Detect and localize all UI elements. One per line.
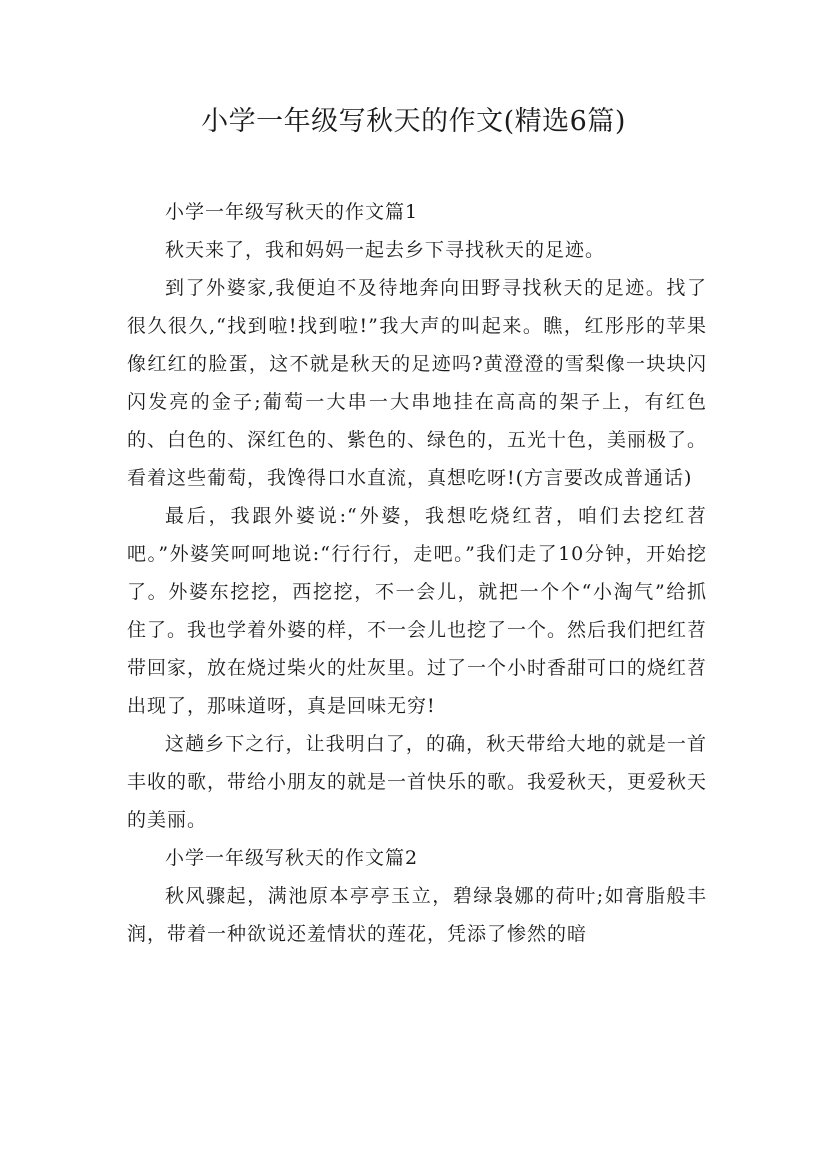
document-body bbox=[127, 193, 707, 953]
paragraph: 秋天来了，我和妈妈一起去乡下寻找秋天的足迹。 bbox=[165, 239, 606, 261]
paragraph: 到了外婆家,我便迫不及待地奔向田野寻找秋天的足迹。找了很久很久,“找到啦!找到啦!”我大声的叫起来。瞧，红彤彤的苹果像红红的脸蛋，这不就是秋天的足迹吗?黄澄澄的雪梨像一块块闪闪发亮的金子;葡萄一大串一大串地挂在高高的架子上，有红色的、白色的、深红色的、紫色的、绿色的，五光十色，美丽极了。看着这些葡萄，我馋得口水直流，真想吃呀!(方言要改成普通话) bbox=[127, 277, 708, 489]
section-heading: 小学一年级写秋天的作文篇2 bbox=[165, 847, 419, 869]
section-heading: 小学一年级写秋天的作文篇1 bbox=[165, 201, 419, 223]
document-title: 小学一年级写秋天的作文(精选6篇) bbox=[201, 106, 626, 137]
paragraph: 最后，我跟外婆说:“外婆，我想吃烧红苕，咱们去挖红苕吧。”外婆笑呵呵地说:“行行行，走吧。”我们走了10分钟，开始挖了。外婆东挖挖，西挖挖，不一会儿，就把一个个“小淘气”给抓住了。我也学着外婆的样，不一会儿也挖了一个。然后我们把红苕带回家，放在烧过柴火的灶灰里。过了一个小时香甜可口的烧红苕出现了，那味道呀，真是回味无穷! bbox=[127, 505, 708, 717]
paragraph: 秋风骤起，满池原本亭亭玉立，碧绿袅娜的荷叶;如膏脂般丰润，带着一种欲说还羞情状的莲花，凭添了惨然的暗 bbox=[127, 885, 707, 945]
paragraph: 这趟乡下之行，让我明白了，的确，秋天带给大地的就是一首丰收的歌，带给小朋友的就是一首快乐的歌。我爱秋天，更爱秋天的美丽。 bbox=[127, 733, 708, 831]
